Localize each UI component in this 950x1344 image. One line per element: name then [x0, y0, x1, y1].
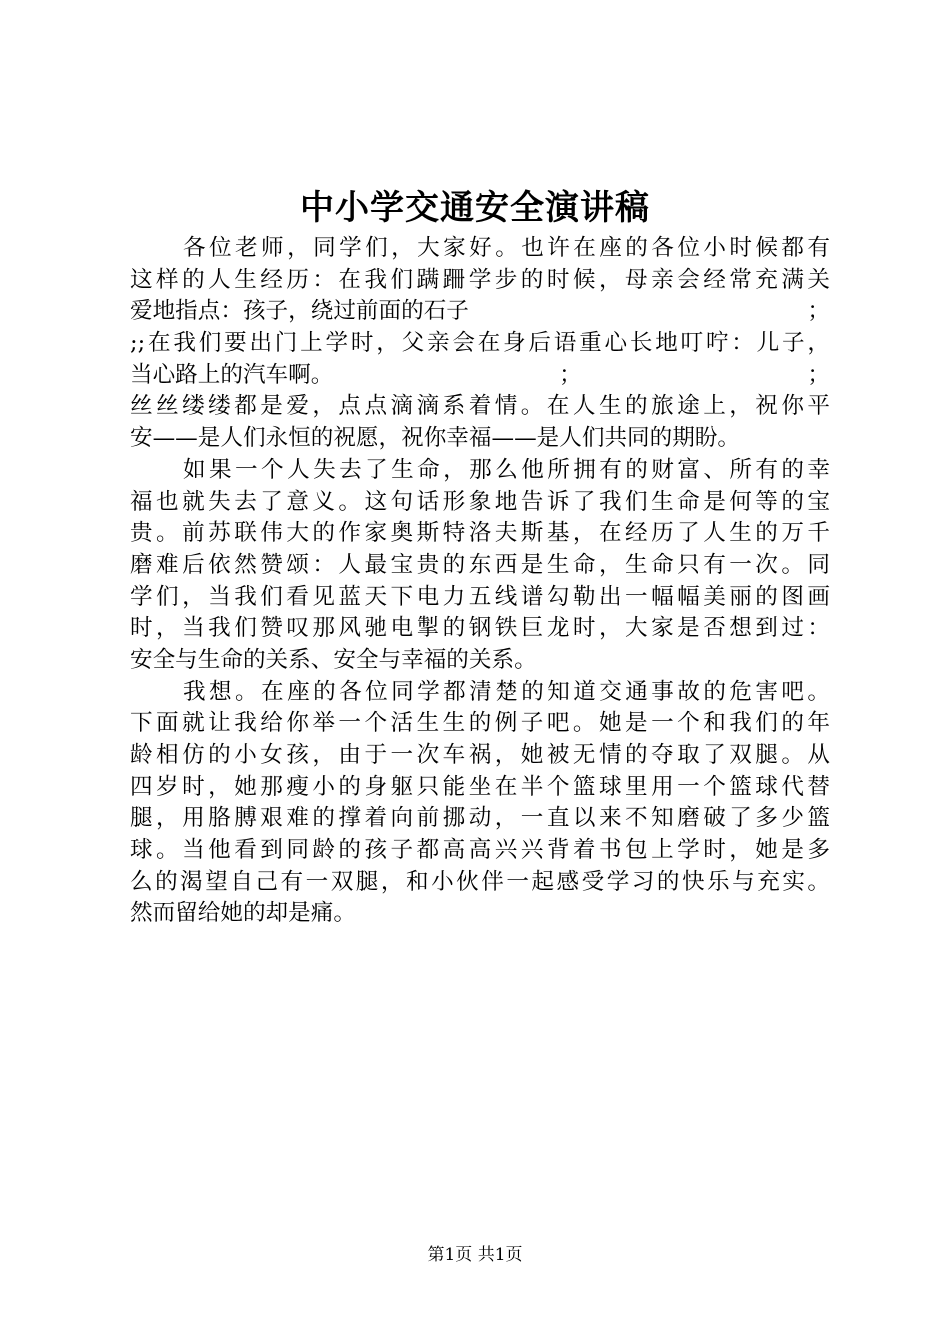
text-line: 腿，用胳膊艰难的撑着向前挪动，一直以来不知磨破了多少篮 — [130, 805, 830, 832]
text-line: ;;在我们要出门上学时，父亲会在身后语重心长地叮咛：儿子， — [130, 330, 830, 357]
text-line: 磨难后依然赞颂：人最宝贵的东西是生命，生命只有一次。同 — [130, 551, 830, 578]
paragraph — [130, 677, 830, 931]
text-line: 各位老师，同学们，大家好。也许在座的各位小时候都有 — [183, 235, 830, 261]
text-line: 如果一个人失去了生命，那么他所拥有的财富、所有的幸 — [183, 456, 830, 483]
document-body — [130, 233, 830, 930]
text-segment: 爱地指点：孩子，绕过前面的石子 — [130, 298, 469, 325]
text-line: 福也就失去了意义。这句话形象地告诉了我们生命是何等的宝 — [130, 488, 830, 515]
text-line: 丝丝缕缕都是爱，点点滴滴系着情。在人生的旅途上，祝你平 — [130, 393, 830, 420]
text-line: 安——是人们永恒的祝愿，祝你幸福——是人们共同的期盼。 — [130, 425, 741, 452]
text-segment: 当心路上的汽车啊。 — [130, 361, 334, 388]
text-line — [130, 296, 830, 328]
text-line: 球。当他看到同龄的孩子都高高兴兴背着书包上学时，她是多 — [130, 837, 830, 864]
text-line: 么的渴望自己有一双腿，和小伙伴一起感受学习的快乐与充实。 — [130, 868, 830, 895]
text-line: 贵。前苏联伟大的作家奥斯特洛夫斯基，在经历了人生的万千 — [130, 520, 830, 547]
text-line: 这样的人生经历：在我们蹒跚学步的时候，母亲会经常充满关 — [130, 266, 830, 293]
text-line: 安全与生命的关系、安全与幸福的关系。 — [130, 646, 537, 673]
page-footer: 第1页 共1页 — [427, 1245, 523, 1265]
text-segment: ； — [807, 298, 830, 325]
text-segment: ； — [807, 361, 830, 388]
text-line: 我想。在座的各位同学都清楚的知道交通事故的危害吧。 — [183, 678, 830, 705]
paragraph — [130, 455, 830, 677]
text-line — [130, 360, 830, 392]
text-segment: ； — [559, 361, 582, 388]
document-title: 中小学交通安全演讲稿 — [300, 188, 650, 228]
text-line: 学们，当我们看见蓝天下电力五线谱勾勒出一幅幅美丽的图画 — [130, 583, 830, 610]
paragraph — [130, 233, 830, 455]
text-line: 然而留给她的却是痛。 — [130, 900, 356, 927]
text-line: 龄相仿的小女孩，由于一次车祸，她被无情的夺取了双腿。从 — [130, 742, 830, 768]
text-line: 四岁时，她那瘦小的身躯只能坐在半个篮球里用一个篮球代替 — [130, 773, 830, 800]
text-line: 下面就让我给你举一个活生生的例子吧。她是一个和我们的年 — [130, 710, 830, 737]
text-line: 时，当我们赞叹那风驰电掣的钢铁巨龙时，大家是否想到过： — [130, 615, 830, 642]
